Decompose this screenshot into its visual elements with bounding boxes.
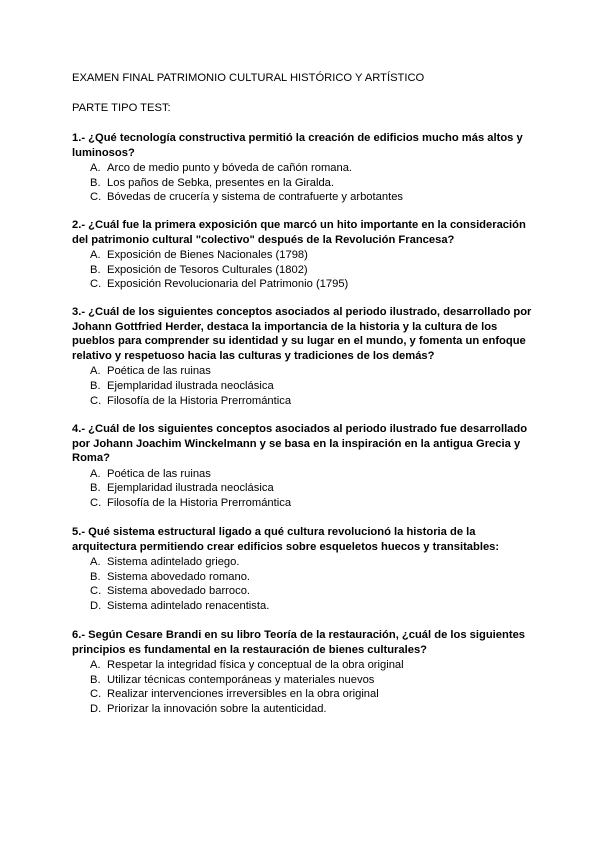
option-text: Sistema adintelado renacentista. (107, 599, 270, 612)
answer-options (72, 161, 532, 205)
answer-options (72, 658, 532, 716)
option-text: Utilizar técnicas contemporáneas y materiales nuevos (107, 673, 375, 686)
question-block (72, 422, 532, 511)
question-block (72, 131, 532, 205)
option-letter: A. (90, 249, 101, 262)
option-letter: A. (90, 659, 101, 672)
option-letter: C. (90, 496, 102, 509)
question-block (72, 628, 532, 717)
answer-options (72, 467, 532, 511)
answer-option (72, 584, 532, 599)
answer-option (72, 570, 532, 585)
answer-option (72, 379, 532, 394)
option-text: Sistema abovedado barroco. (107, 585, 251, 598)
option-text: Filosofía de la Historia Prerromántica (107, 496, 292, 509)
option-letter: C. (90, 191, 102, 204)
question-text: 5.- Qué sistema estructural ligado a qué cultura revolucionó la historia de la arquitectura permitiendo crear edificios sobre esqueletos huecos y transitables: (72, 526, 500, 553)
option-letter: A. (90, 365, 101, 378)
option-letter: B. (90, 673, 101, 686)
question-block (72, 525, 532, 614)
option-letter: D. (90, 599, 102, 612)
answer-option (72, 481, 532, 496)
option-text: Poética de las ruinas (107, 467, 211, 480)
answer-option (72, 394, 532, 409)
answer-options (72, 248, 532, 292)
option-text: Exposición de Bienes Nacionales (1798) (107, 249, 308, 262)
option-text: Ejemplaridad ilustrada neoclásica (107, 379, 274, 392)
option-text: Respetar la integridad física y conceptual de la obra original (107, 659, 404, 672)
option-letter: B. (90, 176, 101, 189)
option-letter: B. (90, 379, 101, 392)
option-text: Sistema abovedado romano. (107, 570, 251, 583)
question-text: 4.- ¿Cuál de los siguientes conceptos asociados al periodo ilustrado fue desarrollado por Johann Joachim Winckelmann y se basa en la inspiración en la antigua Grecia y Roma? (72, 423, 528, 465)
answer-option (72, 599, 532, 614)
answer-option (72, 496, 532, 511)
option-text: Arco de medio punto y bóveda de cañón romana. (107, 162, 353, 175)
option-letter: A. (90, 162, 101, 175)
option-letter: B. (90, 263, 101, 276)
option-letter: C. (90, 278, 102, 291)
exam-title: EXAMEN FINAL PATRIMONIO CULTURAL HISTÓRICO Y ARTÍSTICO (72, 72, 425, 84)
option-text: Sistema adintelado griego. (107, 556, 240, 569)
option-letter: B. (90, 482, 101, 495)
option-letter: C. (90, 688, 102, 701)
option-text: Filosofía de la Historia Prerromántica (107, 394, 292, 407)
option-letter: C. (90, 394, 102, 407)
answer-option (72, 161, 532, 176)
question-text: 6.- Según Cesare Brandi en su libro Teoría de la restauración, ¿cuál de los siguientes principios es fundamental en la restauración de bienes culturales? (72, 629, 526, 656)
answer-option (72, 190, 532, 205)
option-text: Realizar intervenciones irreversibles en la obra original (107, 688, 379, 701)
answer-option (72, 687, 532, 702)
option-text: Exposición Revolucionaria del Patrimonio (1795) (107, 278, 349, 291)
option-letter: C. (90, 585, 102, 598)
answer-option (72, 263, 532, 278)
answer-option (72, 658, 532, 673)
answer-option (72, 467, 532, 482)
option-text: Exposición de Tesoros Culturales (1802) (107, 263, 308, 276)
answer-option (72, 673, 532, 688)
option-text: Priorizar la innovación sobre la autenticidad. (107, 702, 327, 715)
option-text: Bóvedas de crucería y sistema de contrafuerte y arbotantes (107, 191, 404, 204)
answer-option (72, 277, 532, 292)
answer-option (72, 702, 532, 717)
option-text: Ejemplaridad ilustrada neoclásica (107, 482, 274, 495)
answer-option (72, 248, 532, 263)
question-block (72, 305, 532, 408)
answer-option (72, 176, 532, 191)
option-text: Los paños de Sebka, presentes en la Giralda. (107, 176, 335, 189)
option-text: Poética de las ruinas (107, 365, 211, 378)
question-block (72, 218, 532, 292)
answer-options (72, 364, 532, 408)
option-letter: A. (90, 556, 101, 569)
answer-options (72, 555, 532, 613)
answer-option (72, 364, 532, 379)
question-text: 1.- ¿Qué tecnología constructiva permitió la creación de edificios mucho más altos y luminosos? (72, 132, 523, 159)
question-text: 3.- ¿Cuál de los siguientes conceptos asociados al periodo ilustrado, desarrollado por Johann Gottfried Herder, destaca la importancia de la historia y la cultura de los pueblos para comprender su identidad y su lugar en el mundo, y fomenta un enfoque relativo y respetuoso hacia las culturas y tradiciones de los demás? (72, 306, 532, 362)
answer-option (72, 555, 532, 570)
question-text: 2.- ¿Cuál fue la primera exposición que marcó un hito importante en la consideración del patrimonio cultural "colectivo" después de la Revolución Francesa? (72, 219, 526, 246)
option-letter: A. (90, 467, 101, 480)
option-letter: D. (90, 702, 102, 715)
option-letter: B. (90, 570, 101, 583)
section-heading: PARTE TIPO TEST: (72, 102, 171, 114)
